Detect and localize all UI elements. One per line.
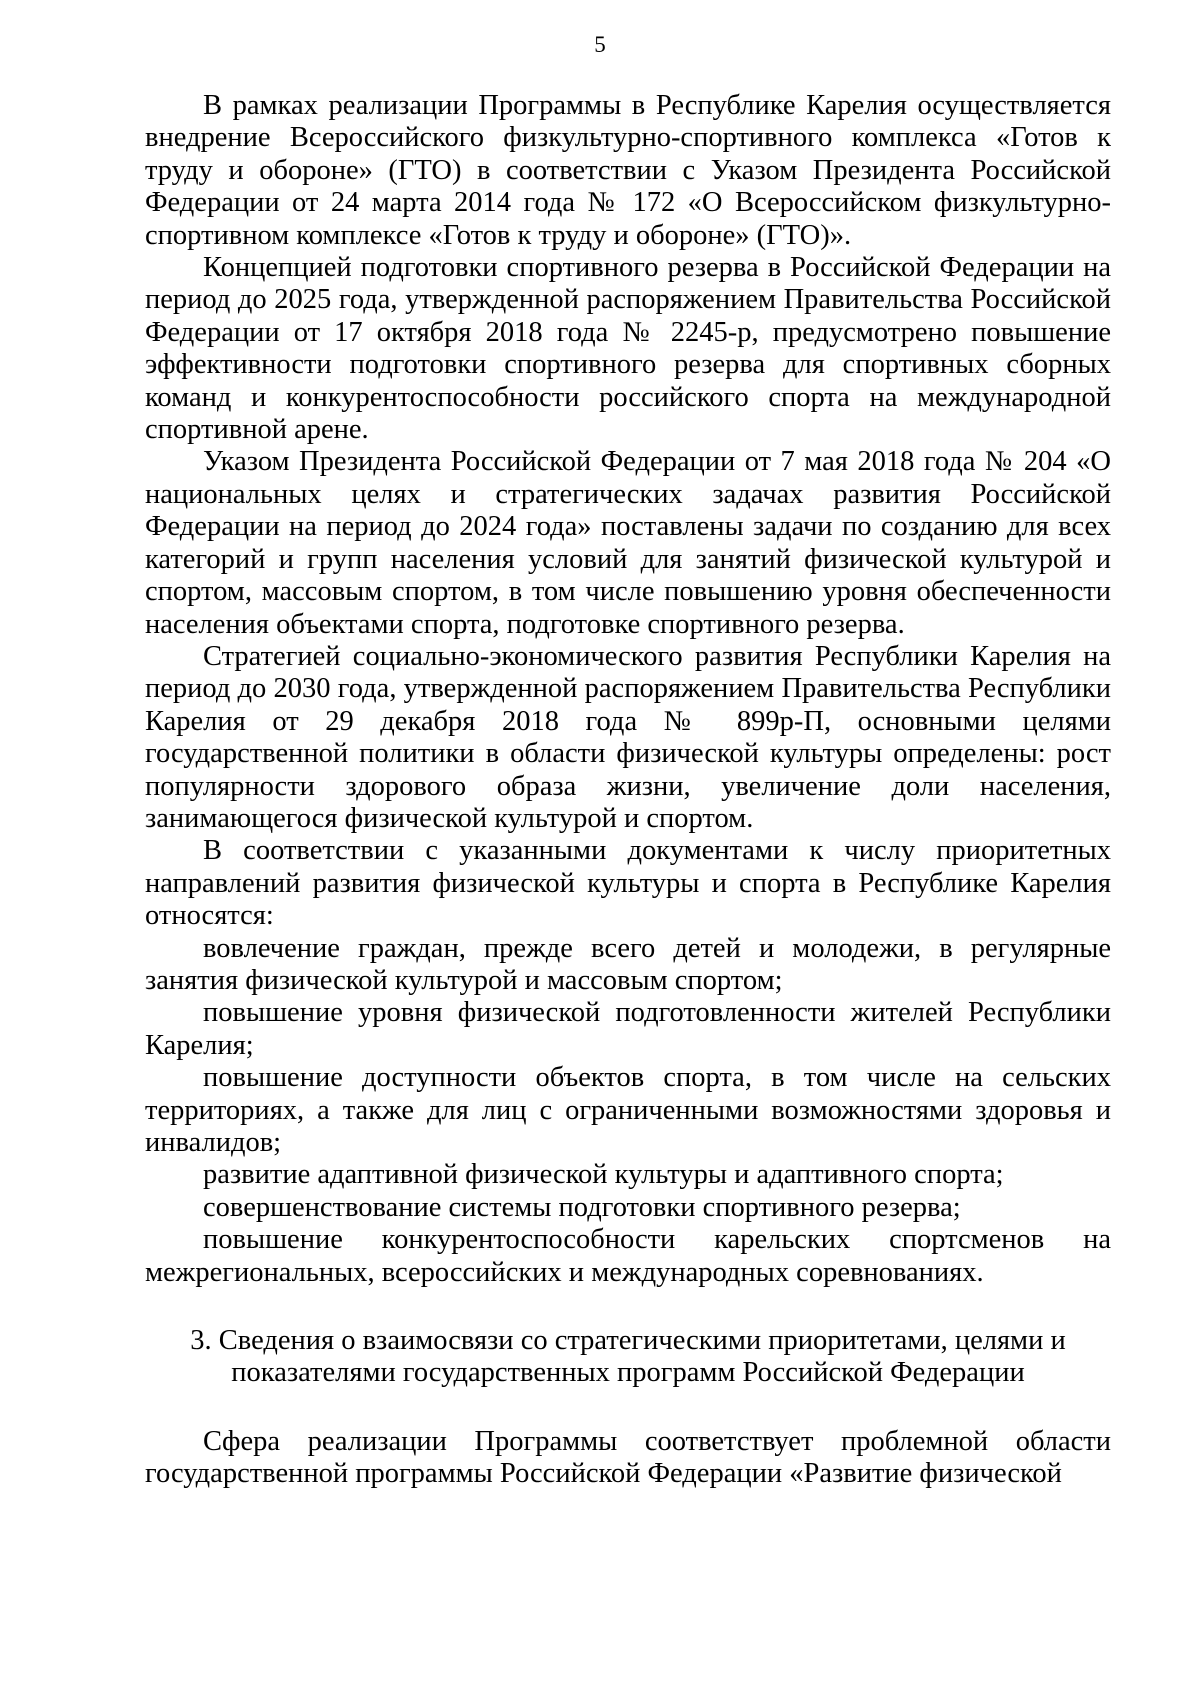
priority-item-adaptive-sport: развитие адаптивной физической культуры и адаптивного спорта; <box>203 1159 1004 1191</box>
section-heading-line-2: показателями государственных программ Российской Федерации <box>231 1357 1025 1389</box>
paragraph-program-sphere: Сфера реализации Программы соответствует проблемной области государственной программы Российской Федерации «Развитие физической <box>145 1425 1111 1490</box>
document-body <box>145 90 1111 1491</box>
paragraph-karelia-strategy: Стратегией социально-экономического развития Республики Карелия на период до 2030 года, утвержденной распоряжением Правительства Республики Карелия от 29 декабря 2018 года № 899р-П, основными целями государственной политики в области физической культуры определены: рост популярности здорового образа жизни, увеличение доли населения, занимающегося физической культурой и спортом. <box>145 640 1111 834</box>
priority-item-sport-reserve: совершенствование системы подготовки спортивного резерва; <box>203 1191 961 1223</box>
priority-item-involvement: вовлечение граждан, прежде всего детей и молодежи, в регулярные занятия физической культурой и массовым спортом; <box>145 932 1111 996</box>
priority-item-fitness-level: повышение уровня физической подготовленности жителей Республики Карелия; <box>145 997 1111 1061</box>
section-heading-line-1: 3. Сведения о взаимосвязи со стратегическими приоритетами, целями и <box>190 1325 1066 1357</box>
page-number: 5 <box>594 32 606 57</box>
section-heading <box>145 1325 1111 1390</box>
priority-item-accessibility: повышение доступности объектов спорта, в том числе на сельских территориях, а также для лиц с ограниченными возможностями здоровья и инвалидов; <box>145 1062 1111 1158</box>
paragraph-national-goals-decree: Указом Президента Российской Федерации от 7 мая 2018 года № 204 «О национальных целях и стратегических задачах развития Российской Федерации на период до 2024 года» поставлены задачи по созданию для всех категорий и групп населения условий для занятий физической культурой и спортом, массовым спортом, в том числе повышению уровня обеспеченности населения объектами спорта, подготовке спортивного резерва. <box>145 446 1111 640</box>
paragraph-gto: В рамках реализации Программы в Республике Карелия осуществляется внедрение Всероссийского физкультурно-спортивного комплекса «Готов к труду и обороне» (ГТО) в соответствии с Указом Президента Российской Федерации от 24 марта 2014 года № 172 «О Всероссийском физкультурно-спортивном комплексе «Готов к труду и обороне» (ГТО)». <box>145 90 1111 251</box>
priority-item-competitiveness: повышение конкурентоспособности карельских спортсменов на межрегиональных, всероссийских и международных соревнованиях. <box>145 1224 1111 1288</box>
paragraph-sport-reserve-concept: Концепцией подготовки спортивного резерва в Российской Федерации на период до 2025 года, утвержденной распоряжением Правительства Российской Федерации от 17 октября 2018 года № 2245-р, предусмотрено повышение эффективности подготовки спортивного резерва для спортивных сборных команд и конкурентоспособности российского спорта на международной спортивной арене. <box>145 252 1111 446</box>
paragraph-priority-directions-intro: В соответствии с указанными документами к числу приоритетных направлений развития физической культуры и спорта в Республике Карелия относятся: <box>145 835 1111 932</box>
